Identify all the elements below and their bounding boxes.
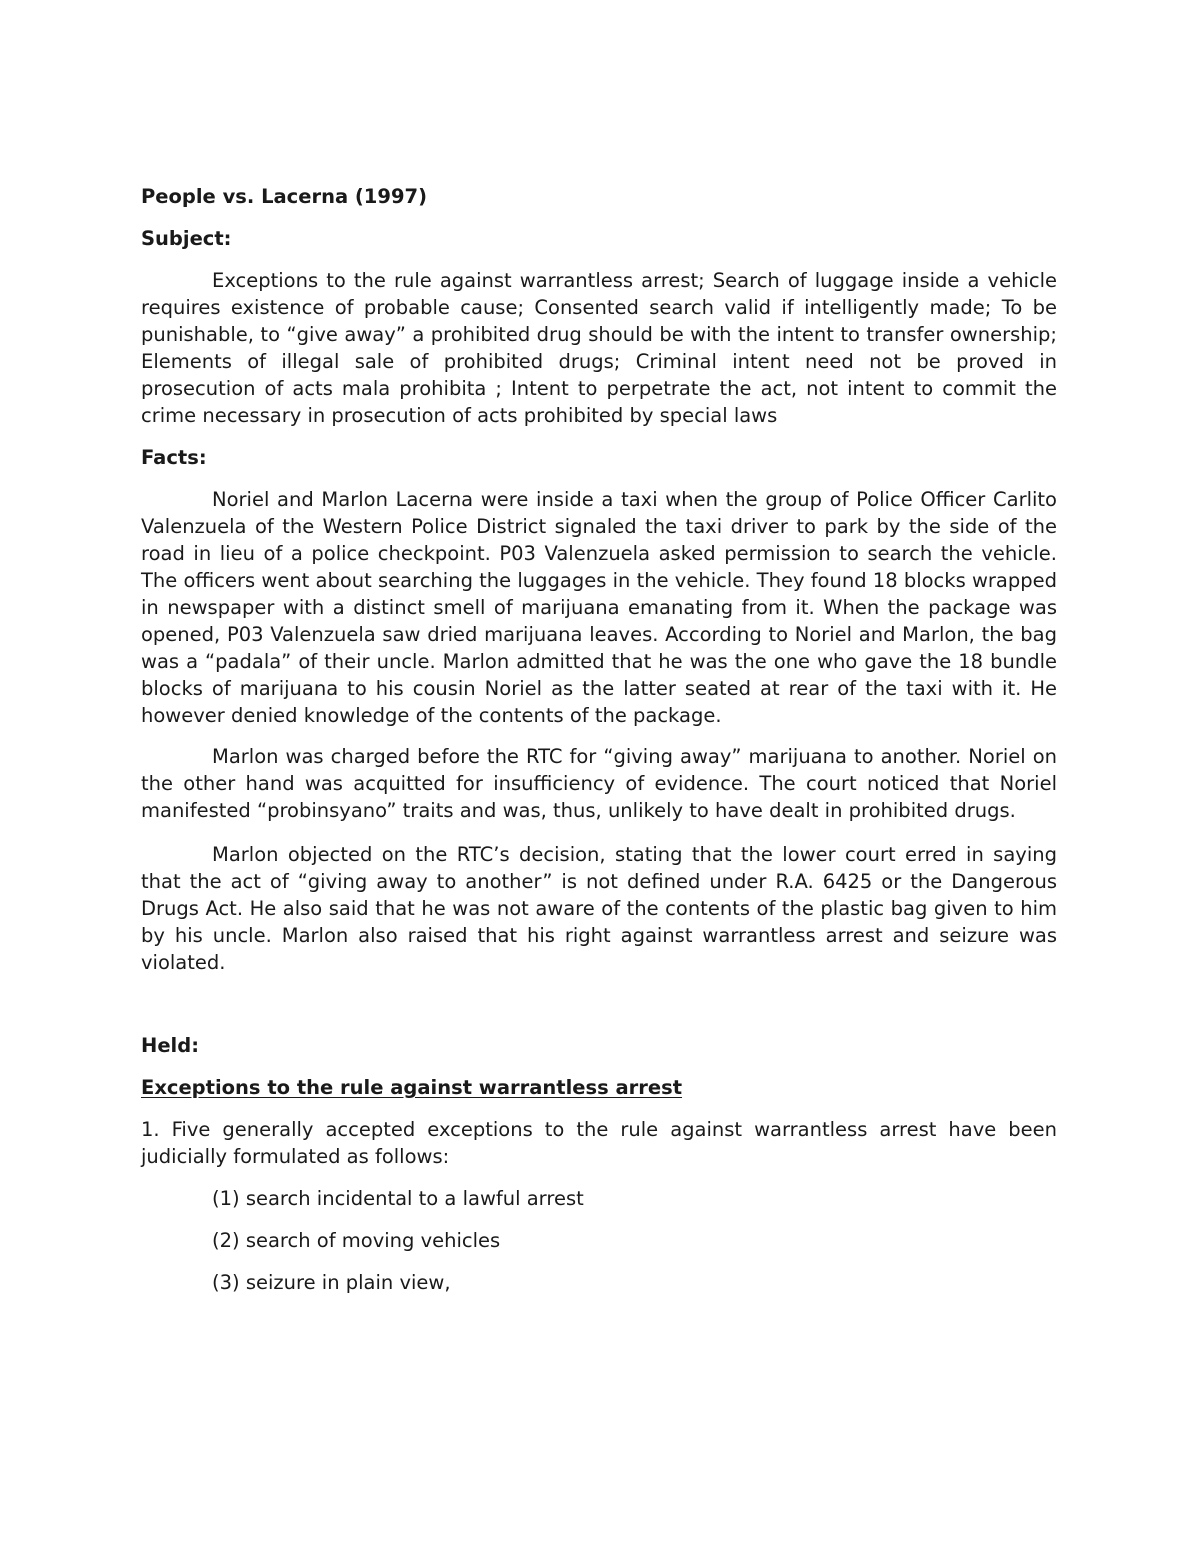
facts-paragraph-3: Marlon objected on the RTC’s decision, stating that the lower court erred in saying that the act of “giving away to another” is not defined under R.A. 6425 or the Dangerous Drugs Act. He also said that he was not aware of the contents of the plastic bag given to him by his uncle. Marlon also raised that his right against warrantless arrest and seizure was violated. xyxy=(141,843,1057,974)
exception-item-2: (2) search of moving vehicles xyxy=(212,1229,501,1252)
held-intro-paragraph: 1. Five generally accepted exceptions to the rule against warrantless arrest have been judicially formulated as follows: xyxy=(141,1118,1057,1168)
facts-heading: Facts: xyxy=(141,446,207,469)
document-page xyxy=(141,183,1057,1296)
held-subheading: Exceptions to the rule against warrantless arrest xyxy=(141,1076,683,1099)
subject-heading: Subject: xyxy=(141,227,232,250)
facts-paragraph-2: Marlon was charged before the RTC for “giving away” marijuana to another. Noriel on the other hand was acquitted for insufficiency of evidence. The court noticed that Noriel manifested “probinsyano” traits and was, thus, unlikely to have dealt in prohibited drugs. xyxy=(141,745,1057,822)
subject-paragraph: Exceptions to the rule against warrantless arrest; Search of luggage inside a vehicle requires existence of probable cause; Consented search valid if intelligently made; To be punishable, to “give away” a prohibited drug should be with the intent to transfer ownership; Elements of illegal sale of prohibited drugs; Criminal intent need not be proved in prosecution of acts mala prohibita ; Intent to perpetrate the act, not intent to commit the crime necessary in prosecution of acts prohibited by special laws xyxy=(141,269,1057,427)
held-heading: Held: xyxy=(141,1034,199,1057)
exception-item-1: (1) search incidental to a lawful arrest xyxy=(212,1187,584,1210)
facts-paragraph-1: Noriel and Marlon Lacerna were inside a taxi when the group of Police Officer Carlito Valenzuela of the Western Police District signaled the taxi driver to park by the side of the road in lieu of a police checkpoint. P03 Valenzuela asked permission to search the vehicle. The officers went about searching the luggages in the vehicle. They found 18 blocks wrapped in newspaper with a distinct smell of marijuana emanating from it. When the package was opened, P03 Valenzuela saw dried marijuana leaves. According to Noriel and Marlon, the bag was a “padala” of their uncle. Marlon admitted that he was the one who gave the 18 bundle blocks of marijuana to his cousin Noriel as the latter seated at rear of the taxi with it. He however denied knowledge of the contents of the package. xyxy=(141,488,1057,727)
document-title: People vs. Lacerna (1997) xyxy=(141,185,427,208)
exception-item-3: (3) seizure in plain view, xyxy=(212,1271,451,1294)
